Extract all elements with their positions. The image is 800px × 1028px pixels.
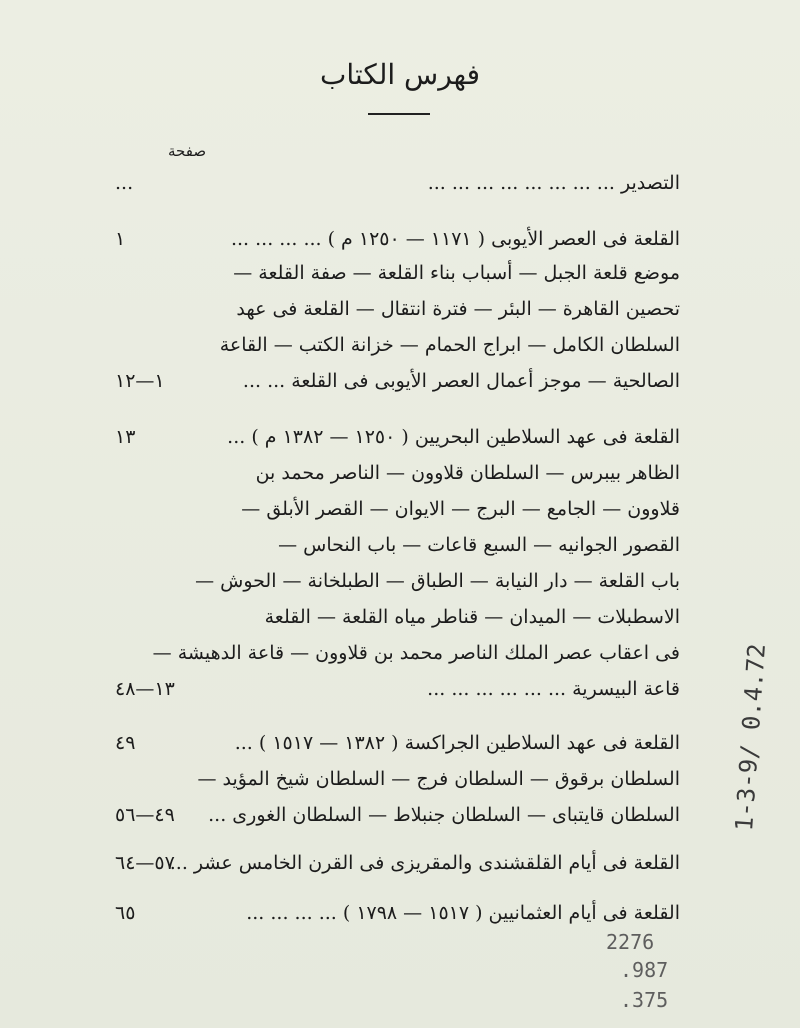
page-title: فهرس الكتاب — [320, 58, 480, 91]
toc-line-text: الاسطبلات — الميدان — قناطر مياه القلعة — القلعة — [264, 606, 680, 628]
toc-line — [120, 768, 680, 790]
toc-line-text: القلعة فى أيام العثمانيين ( ١٥١٧ — ١٧٩٨ ) ... ... ... ... — [246, 902, 680, 924]
toc-page-number: ٦٥ — [115, 902, 136, 924]
toc-line — [120, 298, 680, 320]
toc-line — [115, 852, 680, 874]
toc-page-number: ١ — [115, 228, 126, 250]
toc-page-number: ٥٧—٦٤ — [115, 852, 175, 874]
toc-page-number: ٤٩ — [115, 732, 136, 754]
toc-line-text: السلطان قايتباى — السلطان جنبلاط — السلطان الغورى ... — [208, 804, 680, 826]
toc-line-text: فى اعقاب عصر الملك الناصر محمد بن قلاوون — قاعة الدهيشة — — [152, 642, 680, 664]
library-mark-3: .375 — [620, 988, 669, 1012]
toc-line-text: الصالحية — موجز أعمال العصر الأيوبى فى القلعة ... ... — [242, 370, 680, 392]
toc-line-text: التصدير ... ... ... ... ... ... ... ... — [427, 172, 680, 194]
toc-line — [120, 498, 680, 520]
toc-line-text: السلطان برقوق — السلطان فرج — السلطان شيخ المؤيد — — [197, 768, 680, 790]
title-underline — [368, 113, 430, 115]
toc-line-text: موضع قلعة الجبل — أسباب بناء القلعة — صفة القلعة — — [233, 262, 680, 284]
toc-line-text: باب القلعة — دار النيابة — الطباق — الطبلخانة — الحوش — — [195, 570, 680, 592]
toc-line — [115, 902, 680, 924]
toc-page-number: ١٣ — [115, 426, 136, 448]
toc-page-number: ١—١٢ — [115, 370, 165, 392]
toc-line — [115, 172, 680, 194]
toc-line — [115, 370, 680, 392]
toc-page-number: ... — [115, 172, 134, 194]
toc-line — [120, 642, 680, 664]
page-column-label: صفحة — [168, 142, 207, 160]
toc-line — [120, 262, 680, 284]
toc-line-text: قاعة البيسرية ... ... ... ... ... ... — [427, 678, 680, 700]
toc-line — [115, 678, 680, 700]
toc-page-number: ١٣—٤٨ — [115, 678, 175, 700]
toc-line — [115, 804, 680, 826]
toc-line-text: القلعة فى العصر الأيوبى ( ١١٧١ — ١٢٥٠ م ) ... ... ... ... — [230, 228, 680, 250]
toc-line-text: القلعة فى عهد السلاطين الجراكسة ( ١٣٨٢ — ١٥١٧ ) ... — [234, 732, 680, 754]
handwritten-side-note: 1-3-9/ 0.4.72 — [730, 642, 772, 832]
toc-line-text: تحصين القاهرة — البئر — فترة انتقال — القلعة فى عهد — [236, 298, 680, 320]
library-mark-1: 2276 — [606, 930, 655, 954]
toc-line — [120, 334, 680, 356]
toc-page-number: ٤٩—٥٦ — [115, 804, 175, 826]
library-mark-2: .987 — [620, 958, 669, 982]
toc-line — [120, 534, 680, 556]
toc-line — [120, 606, 680, 628]
toc-line-text: قلاوون — الجامع — البرج — الايوان — القصر الأبلق — — [241, 498, 680, 520]
toc-line — [115, 732, 680, 754]
toc-line-text: القصور الجوانيه — السبع قاعات — باب النحاس — — [278, 534, 680, 556]
toc-line-text: القلعة فى أيام القلقشندى والمقريزى فى القرن الخامس عشر ... — [169, 852, 680, 874]
toc-line — [115, 426, 680, 448]
toc-line — [120, 570, 680, 592]
toc-line-text: القلعة فى عهد السلاطين البحريين ( ١٢٥٠ — ١٣٨٢ م ) ... — [227, 426, 680, 448]
toc-line-text: السلطان الكامل — ابراج الحمام — خزانة الكتب — القاعة — [219, 334, 680, 356]
toc-line-text: الظاهر بيبرس — السلطان قلاوون — الناصر محمد بن — [255, 462, 680, 484]
toc-line — [120, 462, 680, 484]
toc-line — [115, 228, 680, 250]
